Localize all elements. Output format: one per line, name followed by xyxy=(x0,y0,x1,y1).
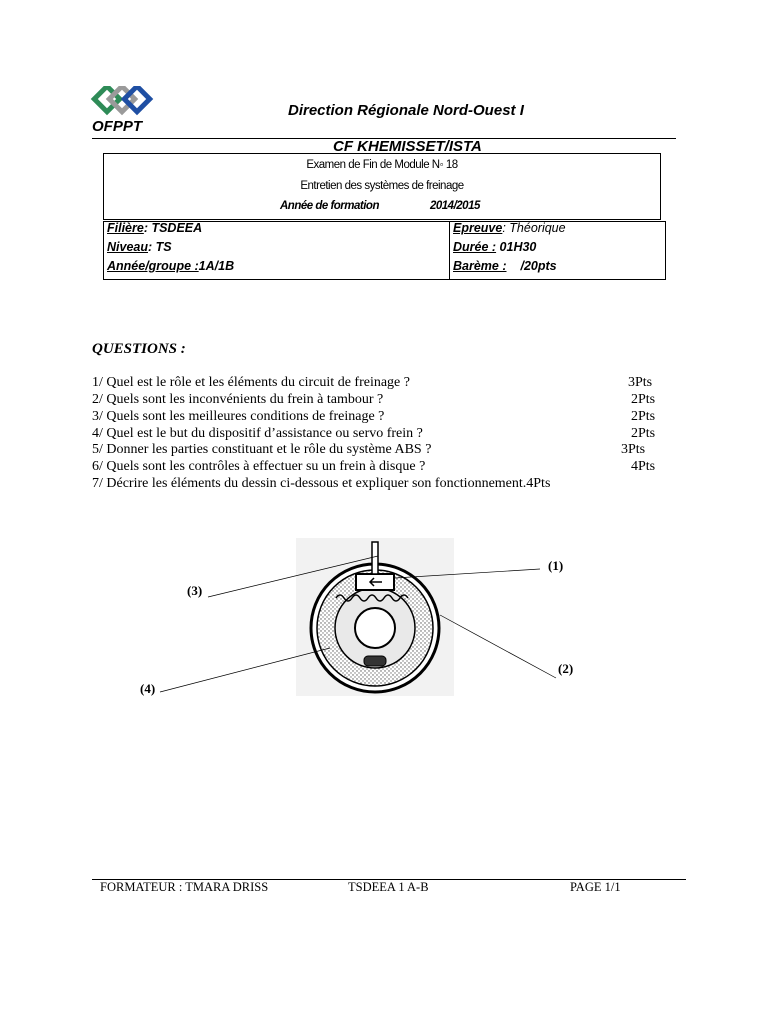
filiere-label: Filière xyxy=(107,221,144,235)
question-3: 3/ Quels sont les meilleures conditions de freinage ? xyxy=(92,409,385,424)
diagram-label-4: (4) xyxy=(140,681,156,696)
question-4: 4/ Quel est le but du dispositif d’assistance ou servo frein ? xyxy=(92,426,423,441)
duree-label: Durée : xyxy=(453,240,497,254)
footer-page: PAGE 1/1 xyxy=(570,880,621,894)
bareme-value: /20pts xyxy=(520,259,557,273)
exam-year-value: 2014/2015 xyxy=(430,200,480,212)
epreuve-label: Epreuve xyxy=(453,221,503,235)
epreuve-value: : Théorique xyxy=(502,221,566,235)
question-3-points: 2Pts xyxy=(631,409,656,424)
leader-line-4 xyxy=(160,648,330,692)
filiere-value: : TSDEEA xyxy=(143,221,203,235)
exam-year-label: Année de formation xyxy=(280,200,379,212)
question-6-points: 4Pts xyxy=(631,459,656,474)
exam-line-1: Examen de Fin de Module N◦ 18 xyxy=(306,159,458,171)
groupe-label: Année/groupe : xyxy=(107,259,199,273)
question-1: 1/ Quel est le rôle et les éléments du circuit de freinage ? xyxy=(92,375,410,390)
niveau-value: : TS xyxy=(148,240,172,254)
leader-line-3 xyxy=(208,556,378,597)
question-5-points: 3Pts xyxy=(621,442,646,457)
question-2-points: 2Pts xyxy=(631,392,656,407)
duree-value: 01H30 xyxy=(496,240,537,254)
diagram-label-3: (3) xyxy=(187,583,203,598)
question-4-points: 2Pts xyxy=(631,426,656,441)
question-6: 6/ Quels sont les contrôles à effectuer su un frein à disque ? xyxy=(92,459,426,474)
diagram-label-1: (1) xyxy=(548,558,564,573)
questions-title: QUESTIONS : xyxy=(92,341,186,357)
diagram-label-2: (2) xyxy=(558,661,574,676)
logo-text: OFPPT xyxy=(92,118,143,135)
question-7: 7/ Décrire les éléments du dessin ci-dessous et expliquer son fonctionnement.4Pts xyxy=(92,476,551,491)
niveau-label: Niveau xyxy=(107,240,148,254)
question-5: 5/ Donner les parties constituant et le rôle du système ABS ? xyxy=(92,442,432,457)
center-title: CF KHEMISSET/ISTA xyxy=(333,138,482,155)
question-2: 2/ Quels sont les inconvénients du frein à tambour ? xyxy=(92,392,384,407)
question-1-points: 3Pts xyxy=(628,375,653,390)
bareme-label: Barème : xyxy=(453,259,507,273)
footer-classe: TSDEEA 1 A-B xyxy=(348,880,429,894)
footer-formateur: FORMATEUR : TMARA DRISS xyxy=(100,880,269,894)
leader-line-1 xyxy=(395,569,540,578)
groupe-value: 1A/1B xyxy=(198,259,235,273)
region-title: Direction Régionale Nord-Ouest I xyxy=(288,102,524,119)
leader-line-2 xyxy=(440,615,556,678)
exam-line-2: Entretien des systèmes de freinage xyxy=(300,180,464,192)
